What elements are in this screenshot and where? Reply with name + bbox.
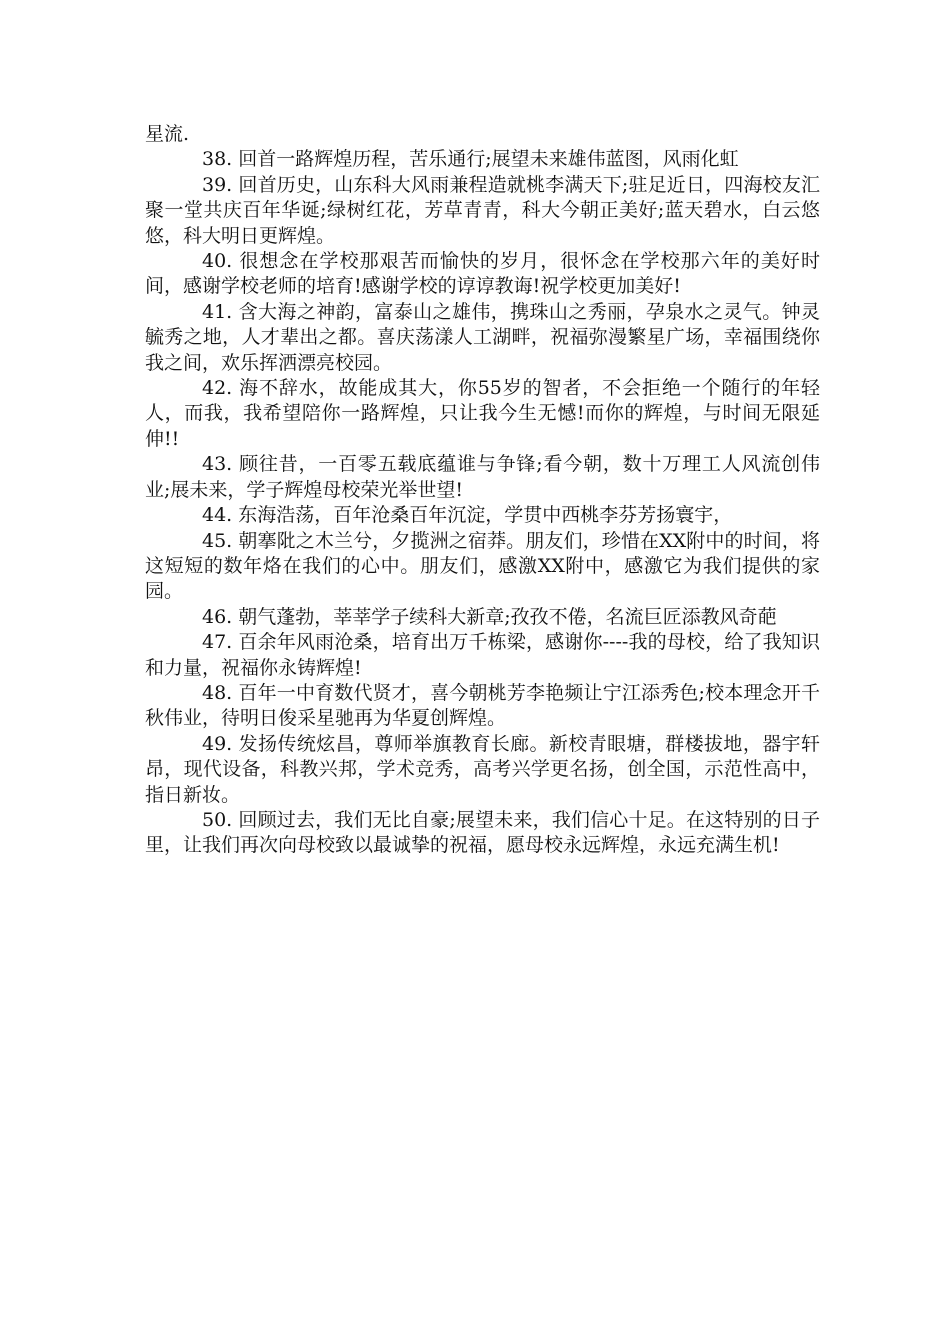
paragraph-40: 40. 很想念在学校那艰苦而愉快的岁月，很怀念在学校那六年的美好时间，感谢学校老师的培育!感谢学校的谆谆教诲!祝学校更加美好! [145, 250, 820, 298]
paragraph-41: 41. 含大海之神韵，富泰山之雄伟，携珠山之秀丽，孕泉水之灵气。钟灵毓秀之地，人才辈出之都。喜庆荡漾人工湖畔，祝福弥漫繁星广场，幸福围绕你我之间，欢乐挥洒漂亮校园。 [145, 300, 820, 374]
paragraph-44: 44. 东海浩荡，百年沧桑百年沉淀，学贯中西桃李芬芳扬寰宇， [202, 504, 733, 527]
paragraph-49: 49. 发扬传统炫昌，尊师举旗教育长廊。新校青眼塘，群楼拔地，器宇轩昂，现代设备，科教兴邦，学术竞秀，高考兴学更名扬，创全国，示范性高中，指日新妆。 [145, 732, 820, 806]
paragraph-46: 46. 朝气蓬勃，莘莘学子续科大新章;孜孜不倦，名流巨匠添教风奇葩 [202, 605, 777, 628]
paragraph-continuation: 星流. [145, 123, 190, 145]
paragraph-38: 38. 回首一路辉煌历程，苦乐通行;展望未来雄伟蓝图，风雨化虹 [202, 148, 739, 171]
paragraph-42: 42. 海不辞水，故能成其大，你55岁的智者，不会拒绝一个随行的年轻人，而我，我希望陪你一路辉煌，只让我今生无憾!而你的辉煌，与时间无限延伸!! [145, 377, 820, 450]
paragraph-45: 45. 朝搴阰之木兰兮，夕揽洲之宿莽。朋友们，珍惜在XX附中的时间，将这短短的数年烙在我们的心中。朋友们，感激XX附中，感激它为我们提供的家园。 [145, 529, 820, 603]
document-body [145, 122, 820, 859]
paragraph-43: 43. 顾往昔，一百零五载底蕴谁与争锋;看今朝，数十万理工人风流创伟业;展未来，学子辉煌母校荣光举世望! [145, 453, 820, 501]
paragraph-48: 48. 百年一中育数代贤才，喜今朝桃芳李艳频让宁江添秀色;校本理念开千秋伟业，待明日俊采星驰再为华夏创辉煌。 [145, 681, 820, 730]
paragraph-39: 39. 回首历史，山东科大风雨兼程造就桃李满天下;驻足近日，四海校友汇聚一堂共庆百年华诞;绿树红花，芳草青青，科大今朝正美好;蓝天碧水，白云悠悠，科大明日更辉煌。 [145, 173, 820, 247]
paragraph-50: 50. 回顾过去，我们无比自豪;展望未来，我们信心十足。在这特别的日子里，让我们再次向母校致以最诚挚的祝福，愿母校永远辉煌，永远充满生机! [145, 808, 820, 857]
paragraph-47: 47. 百余年风雨沧桑，培育出万千栋梁，感谢你----我的母校，给了我知识和力量，祝福你永铸辉煌! [145, 631, 820, 679]
